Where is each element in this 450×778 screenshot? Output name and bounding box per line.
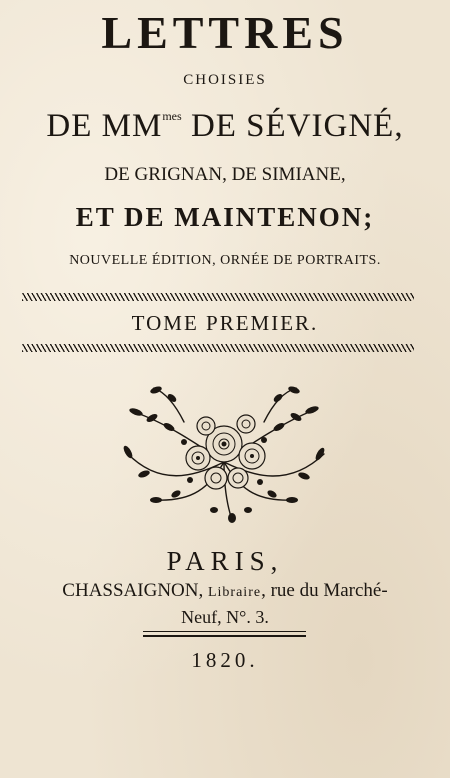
volume-label: TOME PREMIER. — [131, 311, 319, 335]
book-subtitle: CHOISIES — [183, 72, 267, 88]
authors-line-1-tail: DE SÉVIGNÉ, — [181, 108, 404, 144]
floral-vignette-icon — [114, 382, 334, 524]
publisher-name: CHASSAIGNON, — [62, 580, 208, 601]
authors-line-3: ET DE MAINTENON; — [75, 202, 375, 232]
authors-line-1-main: DE MM — [46, 108, 163, 144]
bottom-wavy-rule — [22, 344, 414, 352]
publisher-line — [0, 580, 450, 602]
authors-line-2: DE GRIGNAN, DE SIMIANE, — [104, 164, 346, 185]
authors-line-1-superscript: mes — [162, 109, 182, 123]
imprint-rule-thin — [143, 631, 306, 632]
publisher-address-line-2: Neuf, N°. 3. — [181, 607, 269, 627]
publisher-role: Libraire — [207, 585, 262, 600]
edition-note: NOUVELLE ÉDITION, ORNÉE DE PORTRAITS. — [69, 253, 381, 268]
top-wavy-rule — [22, 293, 414, 301]
imprint-city: PARIS, — [166, 546, 284, 576]
imprint-rule-thick — [143, 635, 306, 637]
book-title: LETTRES — [101, 7, 349, 58]
authors-line-1 — [0, 108, 450, 145]
publisher-address: , rue du Marché- — [261, 580, 388, 601]
publication-year: 1820. — [191, 648, 259, 672]
